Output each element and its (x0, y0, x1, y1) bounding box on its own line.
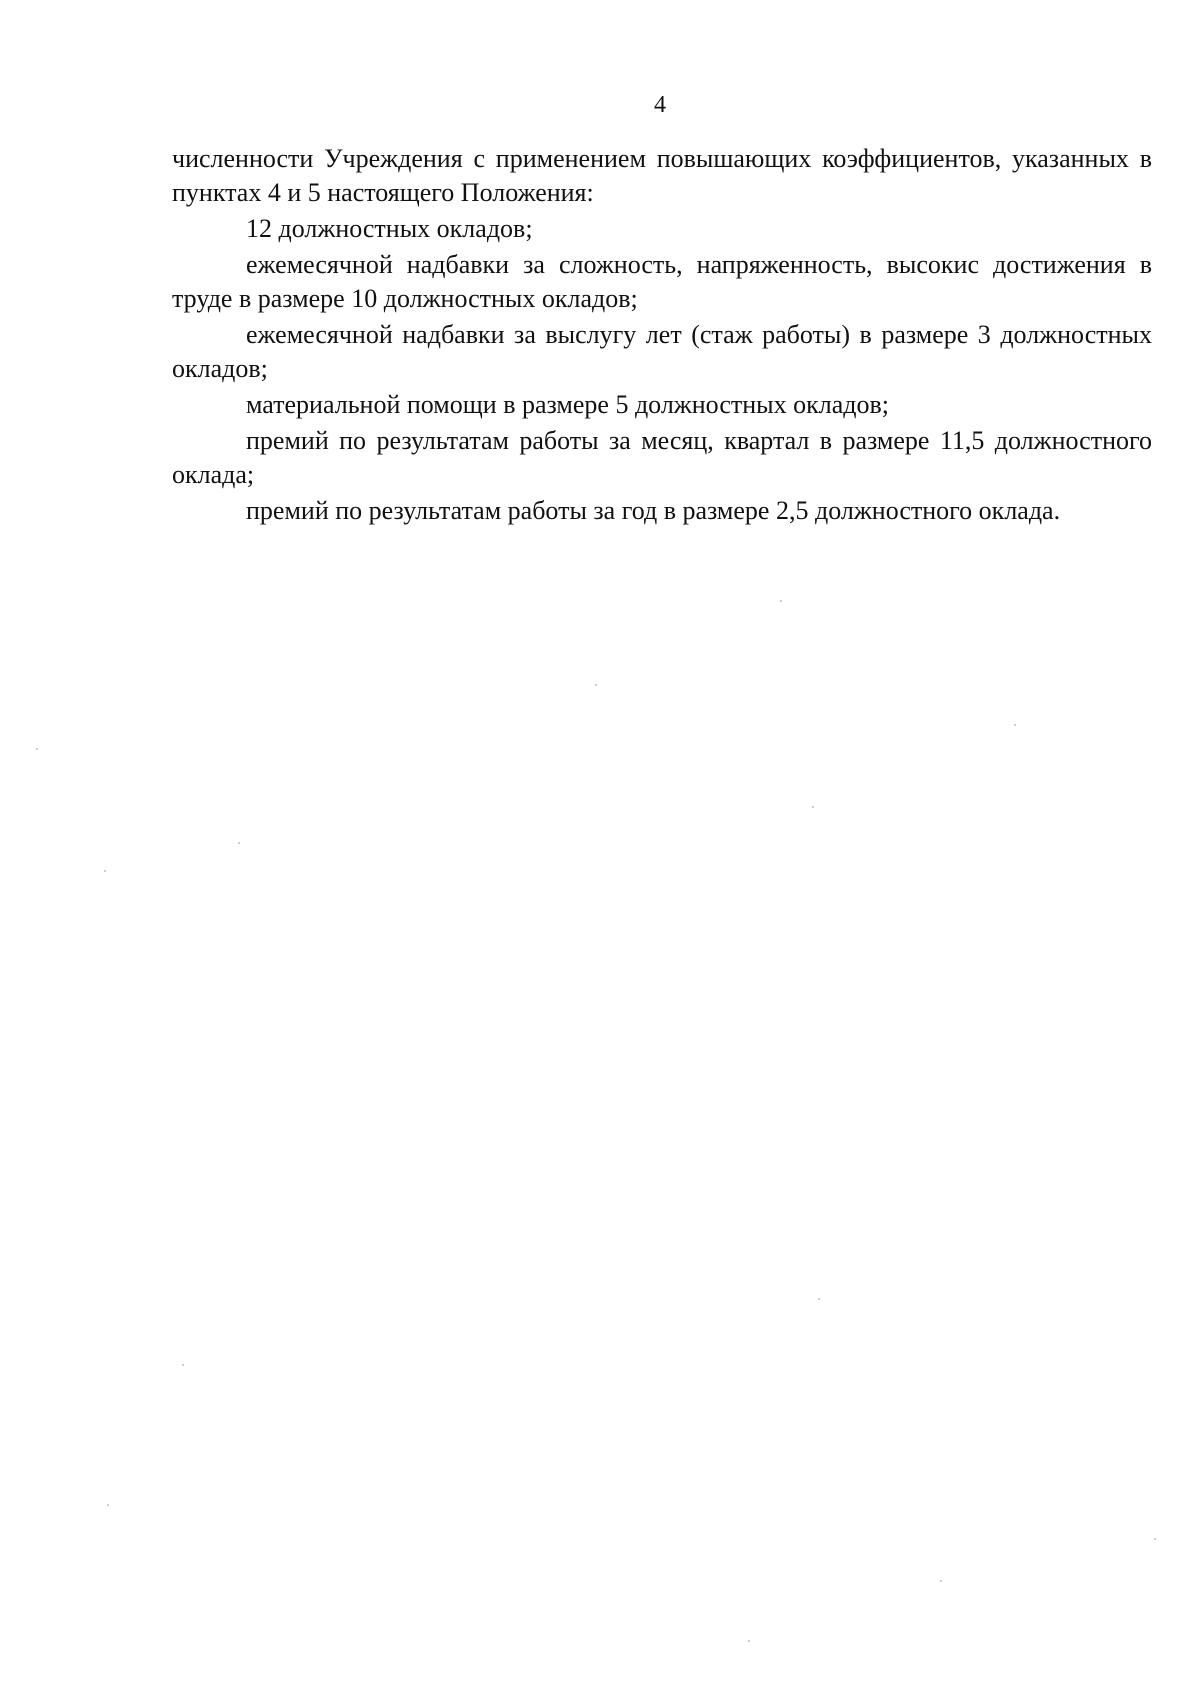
paragraph-material-assistance: материальной помощи в размере 5 должностных окладов; (246, 390, 889, 419)
scan-speck (595, 684, 597, 686)
scan-speck (780, 600, 782, 602)
scan-speck (107, 1504, 109, 1506)
scan-speck (1154, 1538, 1156, 1540)
page-number: 4 (654, 92, 666, 118)
paragraph-monthly-quarterly-bonus: премий по результатам работы за месяц, квартал в размере 11,5 должностного оклада; (172, 426, 1152, 489)
paragraph-salary-count: 12 должностных окладов; (246, 214, 533, 243)
scan-speck (1014, 724, 1016, 726)
scan-speck (940, 1580, 942, 1582)
scan-speck (238, 842, 240, 844)
paragraph-complexity-allowance: ежемесячной надбавки за сложность, напряженность, высокис достижения в труде в размере 10 должностных окладов; (172, 250, 1152, 313)
scan-speck (748, 1640, 750, 1642)
scan-speck (812, 806, 814, 808)
scan-speck (104, 870, 106, 872)
scan-speck (182, 1364, 184, 1366)
paragraph-annual-bonus: премий по результатам работы за год в размере 2,5 должностного оклада. (246, 496, 1061, 525)
scan-speck (36, 748, 38, 750)
paragraph-seniority-allowance: ежемесячной надбавки за выслугу лет (стаж работы) в размере 3 должностных окладов; (172, 320, 1152, 383)
document-body (172, 142, 1152, 530)
scan-speck (818, 1298, 820, 1300)
paragraph-continuation: численности Учреждения с применением повышающих коэффициентов, указанных в пунктах 4 и 5 настоящего Положения: (172, 144, 1152, 207)
